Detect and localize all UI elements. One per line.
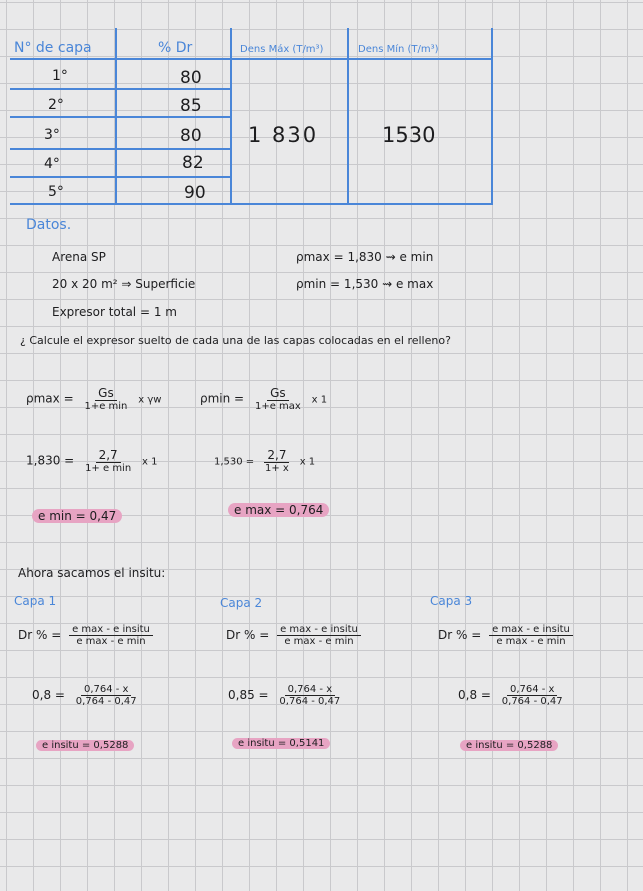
- capa-1-result: e insitu = 0,5288: [36, 740, 134, 751]
- formula-1530: 1,530 = $\frac{2,7}{1+ x}$ x 1: [214, 448, 316, 474]
- dens-min-value: 1530: [382, 123, 436, 147]
- rho-max-text: ρmax = 1,830 ⇝ e min: [296, 250, 434, 264]
- capa-2-equation: 0,85 = $\frac{0,764 - x}{0,764 - 0,47}$: [228, 684, 341, 707]
- capa-1-dr-formula: Dr % = $\frac{\text{e max - e insitu}}{\text{e max - e min}}$: [18, 624, 157, 647]
- row-capa: 2°: [48, 97, 64, 113]
- capa-3-result: e insitu = 0,5288: [460, 740, 558, 751]
- capa-3-label: Capa 3: [430, 594, 473, 608]
- row-capa: 4°: [44, 156, 60, 172]
- header-dr: % Dr: [158, 40, 193, 56]
- row-dr: 85: [180, 96, 202, 116]
- row-capa: 1°: [52, 68, 68, 84]
- row-dr: 90: [184, 183, 206, 203]
- capa-1-equation: 0,8 = $\frac{0,764 - x}{0,764 - 0,47}$: [32, 684, 137, 707]
- capa-2-dr-formula: Dr % = $\frac{\text{e max - e insitu}}{\text{e max - e min}}$: [226, 624, 365, 647]
- datos-title: Datos.: [26, 217, 72, 233]
- header-dens-min: Dens Mín (T/m³): [358, 44, 439, 55]
- arena-text: Arena SP: [52, 250, 106, 264]
- capa-3-equation: 0,8 = $\frac{0,764 - x}{0,764 - 0,47}$: [458, 684, 563, 707]
- header-dens-max: Dens Máx (T/m³): [240, 44, 324, 55]
- question-text: ¿ Calcule el expresor suelto de cada una de las capas colocadas en el relleno?: [20, 334, 451, 347]
- espesor-text: Expresor total = 1 m: [52, 305, 177, 319]
- formula-1830: 1,830 = $\frac{2,7}{\text{1+ e min}}$ x 1: [26, 448, 158, 474]
- rho-min-text: ρmin = 1,530 ⇝ e max: [296, 277, 434, 291]
- dens-max-value: 1 830: [248, 123, 319, 147]
- formula-rho-max: ρmax = $\frac{Gs}{\text{1+e min}}$ x γw: [26, 386, 162, 412]
- capa-1-label: Capa 1: [14, 594, 57, 608]
- capa-2-result: e insitu = 0,5141: [232, 738, 330, 749]
- row-dr: 80: [180, 126, 202, 146]
- row-capa: 5°: [48, 184, 64, 200]
- emin-result: e min = 0,47: [32, 509, 122, 523]
- row-dr: 82: [182, 153, 204, 173]
- capa-3-dr-formula: Dr % = $\frac{\text{e max - e insitu}}{\text{e max - e min}}$: [438, 624, 577, 647]
- header-capa: N° de capa: [14, 40, 92, 56]
- row-capa: 3°: [44, 127, 60, 143]
- formula-rho-min: ρmin = $\frac{Gs}{\text{1+e max}}$ x 1: [200, 386, 328, 412]
- emax-result: e max = 0,764: [228, 503, 329, 517]
- row-dr: 80: [180, 68, 202, 88]
- superficie-text: 20 x 20 m² ⇒ Superficie: [52, 277, 196, 291]
- capa-2-label: Capa 2: [220, 596, 263, 610]
- insitu-title: Ahora sacamos el insitu:: [18, 566, 166, 580]
